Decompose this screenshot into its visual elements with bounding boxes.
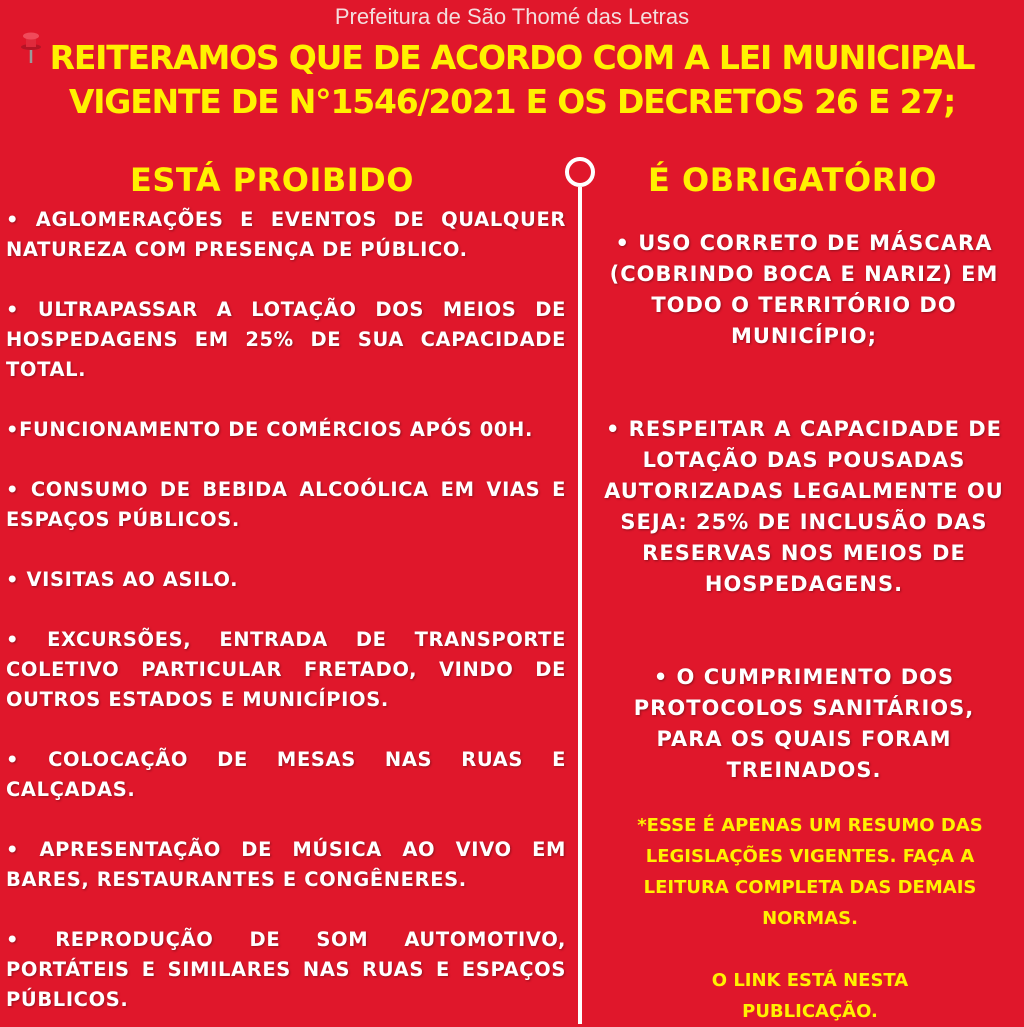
mandatory-item-capacity: • RESPEITAR A CAPACIDADE DE LOTAÇÃO DAS POUSADAS AUTORIZADAS LEGALMENTE OU SEJA: 25% DE INCLUSÃO DAS RESERVAS NOS MEIOS DE HOSPEDAGENS. — [604, 417, 1004, 596]
mandatory-item-protocols: • O CUMPRIMENTO DOS PROTOCOLOS SANITÁRIOS, PARA OS QUAIS FORAM TREINADOS. — [633, 665, 975, 782]
headline-line-2: VIGENTE DE N°1546/2021 E OS DECRETOS 26 E 27; — [68, 82, 956, 121]
prohibited-item: • CONSUMO DE BEBIDA ALCOÓLICA EM VIAS E ESPAÇOS PÚBLICOS. — [6, 478, 566, 531]
prohibited-item: •FUNCIONAMENTO DE COMÉRCIOS APÓS 00H. — [6, 418, 533, 441]
prohibited-title: ESTÁ PROIBIDO — [130, 161, 414, 199]
summary-note: *ESSE É APENAS UM RESUMO DAS LEGISLAÇÕES VIGENTES. FAÇA A LEITURA COMPLETA DAS DEMAIS NORMAS. — [637, 815, 983, 929]
mandatory-item-mask: • USO CORRETO DE MÁSCARA (COBRINDO BOCA E NARIZ) EM TODO O TERRITÓRIO DO MUNICÍPIO; — [609, 231, 999, 348]
headline — [20, 36, 1004, 124]
prohibited-item: • AGLOMERAÇÕES E EVENTOS DE QUALQUER NATUREZA COM PRESENÇA DE PÚBLICO. — [6, 208, 566, 261]
prohibited-item: • COLOCAÇÃO DE MESAS NAS RUAS E CALÇADAS. — [6, 748, 566, 801]
top-caption: Prefeitura de São Thomé das Letras — [334, 4, 690, 29]
prohibited-item: • ULTRAPASSAR A LOTAÇÃO DOS MEIOS DE HOSPEDAGENS EM 25% DE SUA CAPACIDADE TOTAL. — [6, 298, 566, 381]
mandatory-title: É OBRIGATÓRIO — [648, 161, 937, 199]
divider-line — [578, 187, 582, 1024]
prohibited-item: • REPRODUÇÃO DE SOM AUTOMOTIVO, PORTÁTEIS E SIMILARES NAS RUAS E ESPAÇOS PÚBLICOS. — [6, 928, 566, 1011]
prohibited-item: • APRESENTAÇÃO DE MÚSICA AO VIVO EM BARES, RESTAURANTES E CONGÊNERES. — [6, 838, 566, 891]
prohibited-item: • VISITAS AO ASILO. — [6, 568, 239, 591]
prohibited-item: • EXCURSÕES, ENTRADA DE TRANSPORTE COLETIVO PARTICULAR FRETADO, VINDO DE OUTROS ESTADOS E MUNICÍPIOS. — [6, 628, 566, 711]
headline-line-1: REITERAMOS QUE DE ACORDO COM A LEI MUNICIPAL — [49, 38, 975, 77]
prohibited-list — [6, 205, 566, 1015]
link-note: O LINK ESTÁ NESTA PUBLICAÇÃO. — [711, 970, 909, 1022]
divider-ring — [565, 157, 595, 187]
